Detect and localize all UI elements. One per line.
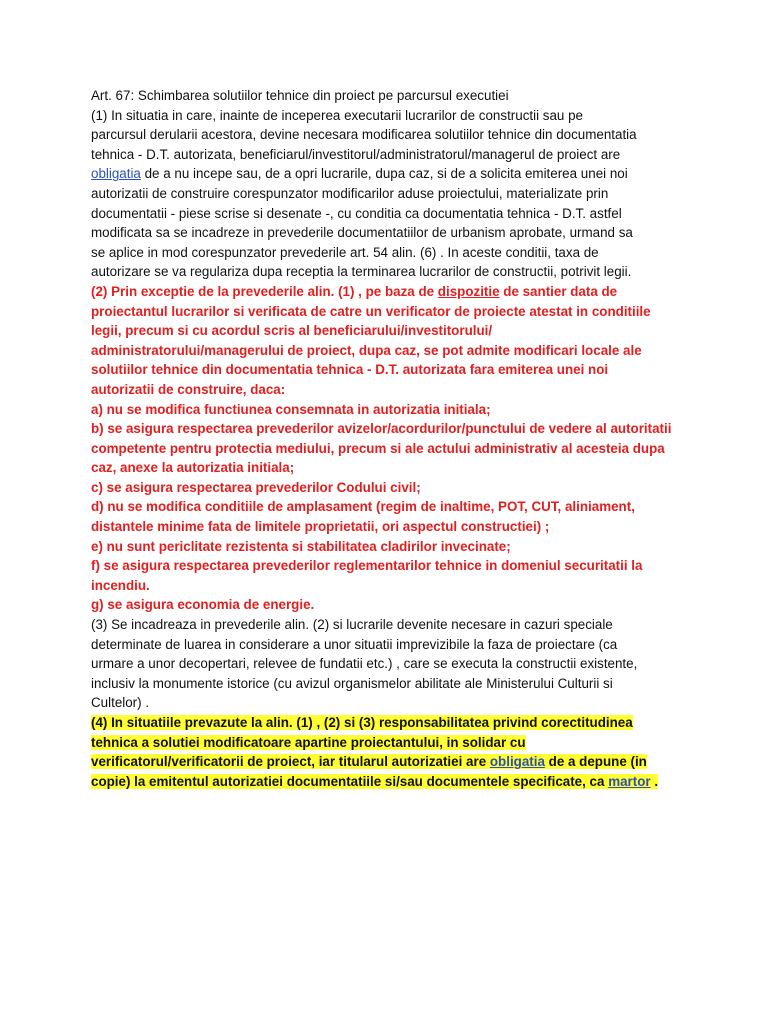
p1-line: autorizatii de construire corespunzator modificarilor aduse proiectului, materializate prin	[91, 185, 609, 201]
p3-line: (3) Se incadreaza in prevederile alin. (2) si lucrarile devenite necesare in cazuri speciale	[91, 617, 613, 633]
p4-highlight	[91, 774, 658, 789]
p3-line: determinate de luarea in considerare a unor situatii imprevizibile la faza de proiectare (ca	[91, 636, 618, 652]
p4-line-text: copie) la emitentul autorizatiei documentatiile si/sau documentele specificate, ca	[91, 773, 609, 789]
p2-line	[91, 282, 691, 302]
p4-line-text: .	[650, 773, 659, 789]
paragraph-2	[91, 282, 691, 615]
p2-item-b: b) se asigura respectarea prevederilor avizelor/acordurilor/punctului de vedere al autoritatii	[91, 421, 672, 437]
p2-item-a: a) nu se modifica functiunea consemnata in autorizatia initiala;	[91, 401, 491, 417]
paragraph-1	[91, 106, 691, 282]
dispozitie-link[interactable]: dispozitie	[437, 283, 500, 299]
p3-line: urmare a unor decopertari, relevee de fundatii etc.) , care se executa la constructii existente,	[91, 656, 638, 672]
p2-item-d: distantele minime fata de limitele proprietatii, ori aspectul constructiei) ;	[91, 519, 550, 535]
p1-line: se aplice in mod corespunzator prevederile art. 54 alin. (6) . In aceste conditii, taxa de	[91, 244, 599, 260]
p4-highlight	[91, 754, 647, 769]
p2-item-c: c) se asigura respectarea prevederilor Codului civil;	[91, 479, 421, 495]
p1-line	[91, 164, 691, 184]
p2-line-text: (2) Prin exceptie de la prevederile alin. (1) , pe baza de	[91, 283, 438, 299]
p4-line	[91, 752, 691, 772]
p1-line-text: de a nu incepe sau, de a opri lucrarile, dupa caz, si de a solicita emiterea unei noi	[140, 166, 628, 182]
p2-line: proiectantul lucrarilor si verificata de catre un verificator de proiecte atestat in conditiile	[91, 303, 651, 319]
p1-line: modificata sa se incadreze in prevederile documentatiilor de urbanism aprobate, urmand sa	[91, 225, 633, 241]
martor-link[interactable]: martor	[608, 773, 651, 789]
p1-line: autorizare se va regulariza dupa receptia la terminarea lucrarilor de constructii, potrivit legii.	[91, 264, 632, 280]
p4-highlight: tehnica a solutiei modificatoare apartine proiectantului, in solidar cu	[91, 734, 526, 750]
p1-line: (1) In situatia in care, inainte de inceperea executarii lucrarilor de constructii sau pe	[91, 107, 583, 123]
p2-line: solutiilor tehnice din documentatia tehnica - D.T. autorizata fara emiterea unei noi	[91, 362, 609, 378]
article-title: Art. 67: Schimbarea solutiilor tehnice din proiect pe parcursul executiei	[91, 88, 509, 103]
p4-line	[91, 772, 691, 792]
p4-line	[91, 713, 691, 733]
p2-item-g: g) se asigura economia de energie.	[91, 597, 315, 613]
p2-item-b: competente pentru protectia mediului, precum si ale actului administrativ al acesteia dupa	[91, 440, 665, 456]
p2-line: legii, precum si cu acordul scris al beneficiarului/investitorului/	[91, 323, 493, 339]
article-67	[91, 86, 691, 791]
p4-line-text: verificatorul/verificatorii de proiect, iar titularul autorizatiei are	[91, 754, 490, 770]
p4-line-text: de a depune (in	[544, 754, 647, 770]
p2-line-text: de santier data de	[499, 283, 618, 299]
p2-item-f: incendiu.	[91, 577, 150, 593]
p2-item-b: caz, anexe la autorizatia initiala;	[91, 460, 295, 476]
paragraph-4	[91, 713, 691, 791]
obligatia-link[interactable]: obligatia	[91, 166, 141, 182]
paragraph-3	[91, 615, 691, 713]
p3-line: Cultelor) .	[91, 695, 150, 711]
p2-line: autorizatii de construire, daca:	[91, 381, 286, 397]
p2-line: administratorului/managerului de proiect, dupa caz, se pot admite modificari locale ale	[91, 342, 642, 358]
p1-line: tehnica - D.T. autorizata, beneficiarul/investitorul/administratorul/managerul de proiect are	[91, 146, 621, 162]
p4-highlight: (4) In situatiile prevazute la alin. (1) , (2) si (3) responsabilitatea privind corectitudinea	[91, 715, 633, 730]
p3-line: inclusiv la monumente istorice (cu avizul organismelor abilitate ale Ministerului Culturii si	[91, 675, 613, 691]
p2-item-e: e) nu sunt periclitate rezistenta si stabilitatea cladirilor invecinate;	[91, 538, 511, 554]
p4-line	[91, 733, 691, 753]
obligatia-link-2[interactable]: obligatia	[489, 754, 545, 770]
p1-line: parcursul derularii acestora, devine necesara modificarea solutiilor tehnice din documentatia	[91, 127, 637, 143]
p1-line: documentatii - piese scrise si desenate -, cu conditia ca documentatia tehnica - D.T. astfel	[91, 205, 622, 221]
p2-item-d: d) nu se modifica conditiile de amplasament (regim de inaltime, POT, CUT, aliniament,	[91, 499, 635, 515]
p2-item-f: f) se asigura respectarea prevederilor reglementarilor tehnice in domeniul securitatii la	[91, 558, 643, 574]
